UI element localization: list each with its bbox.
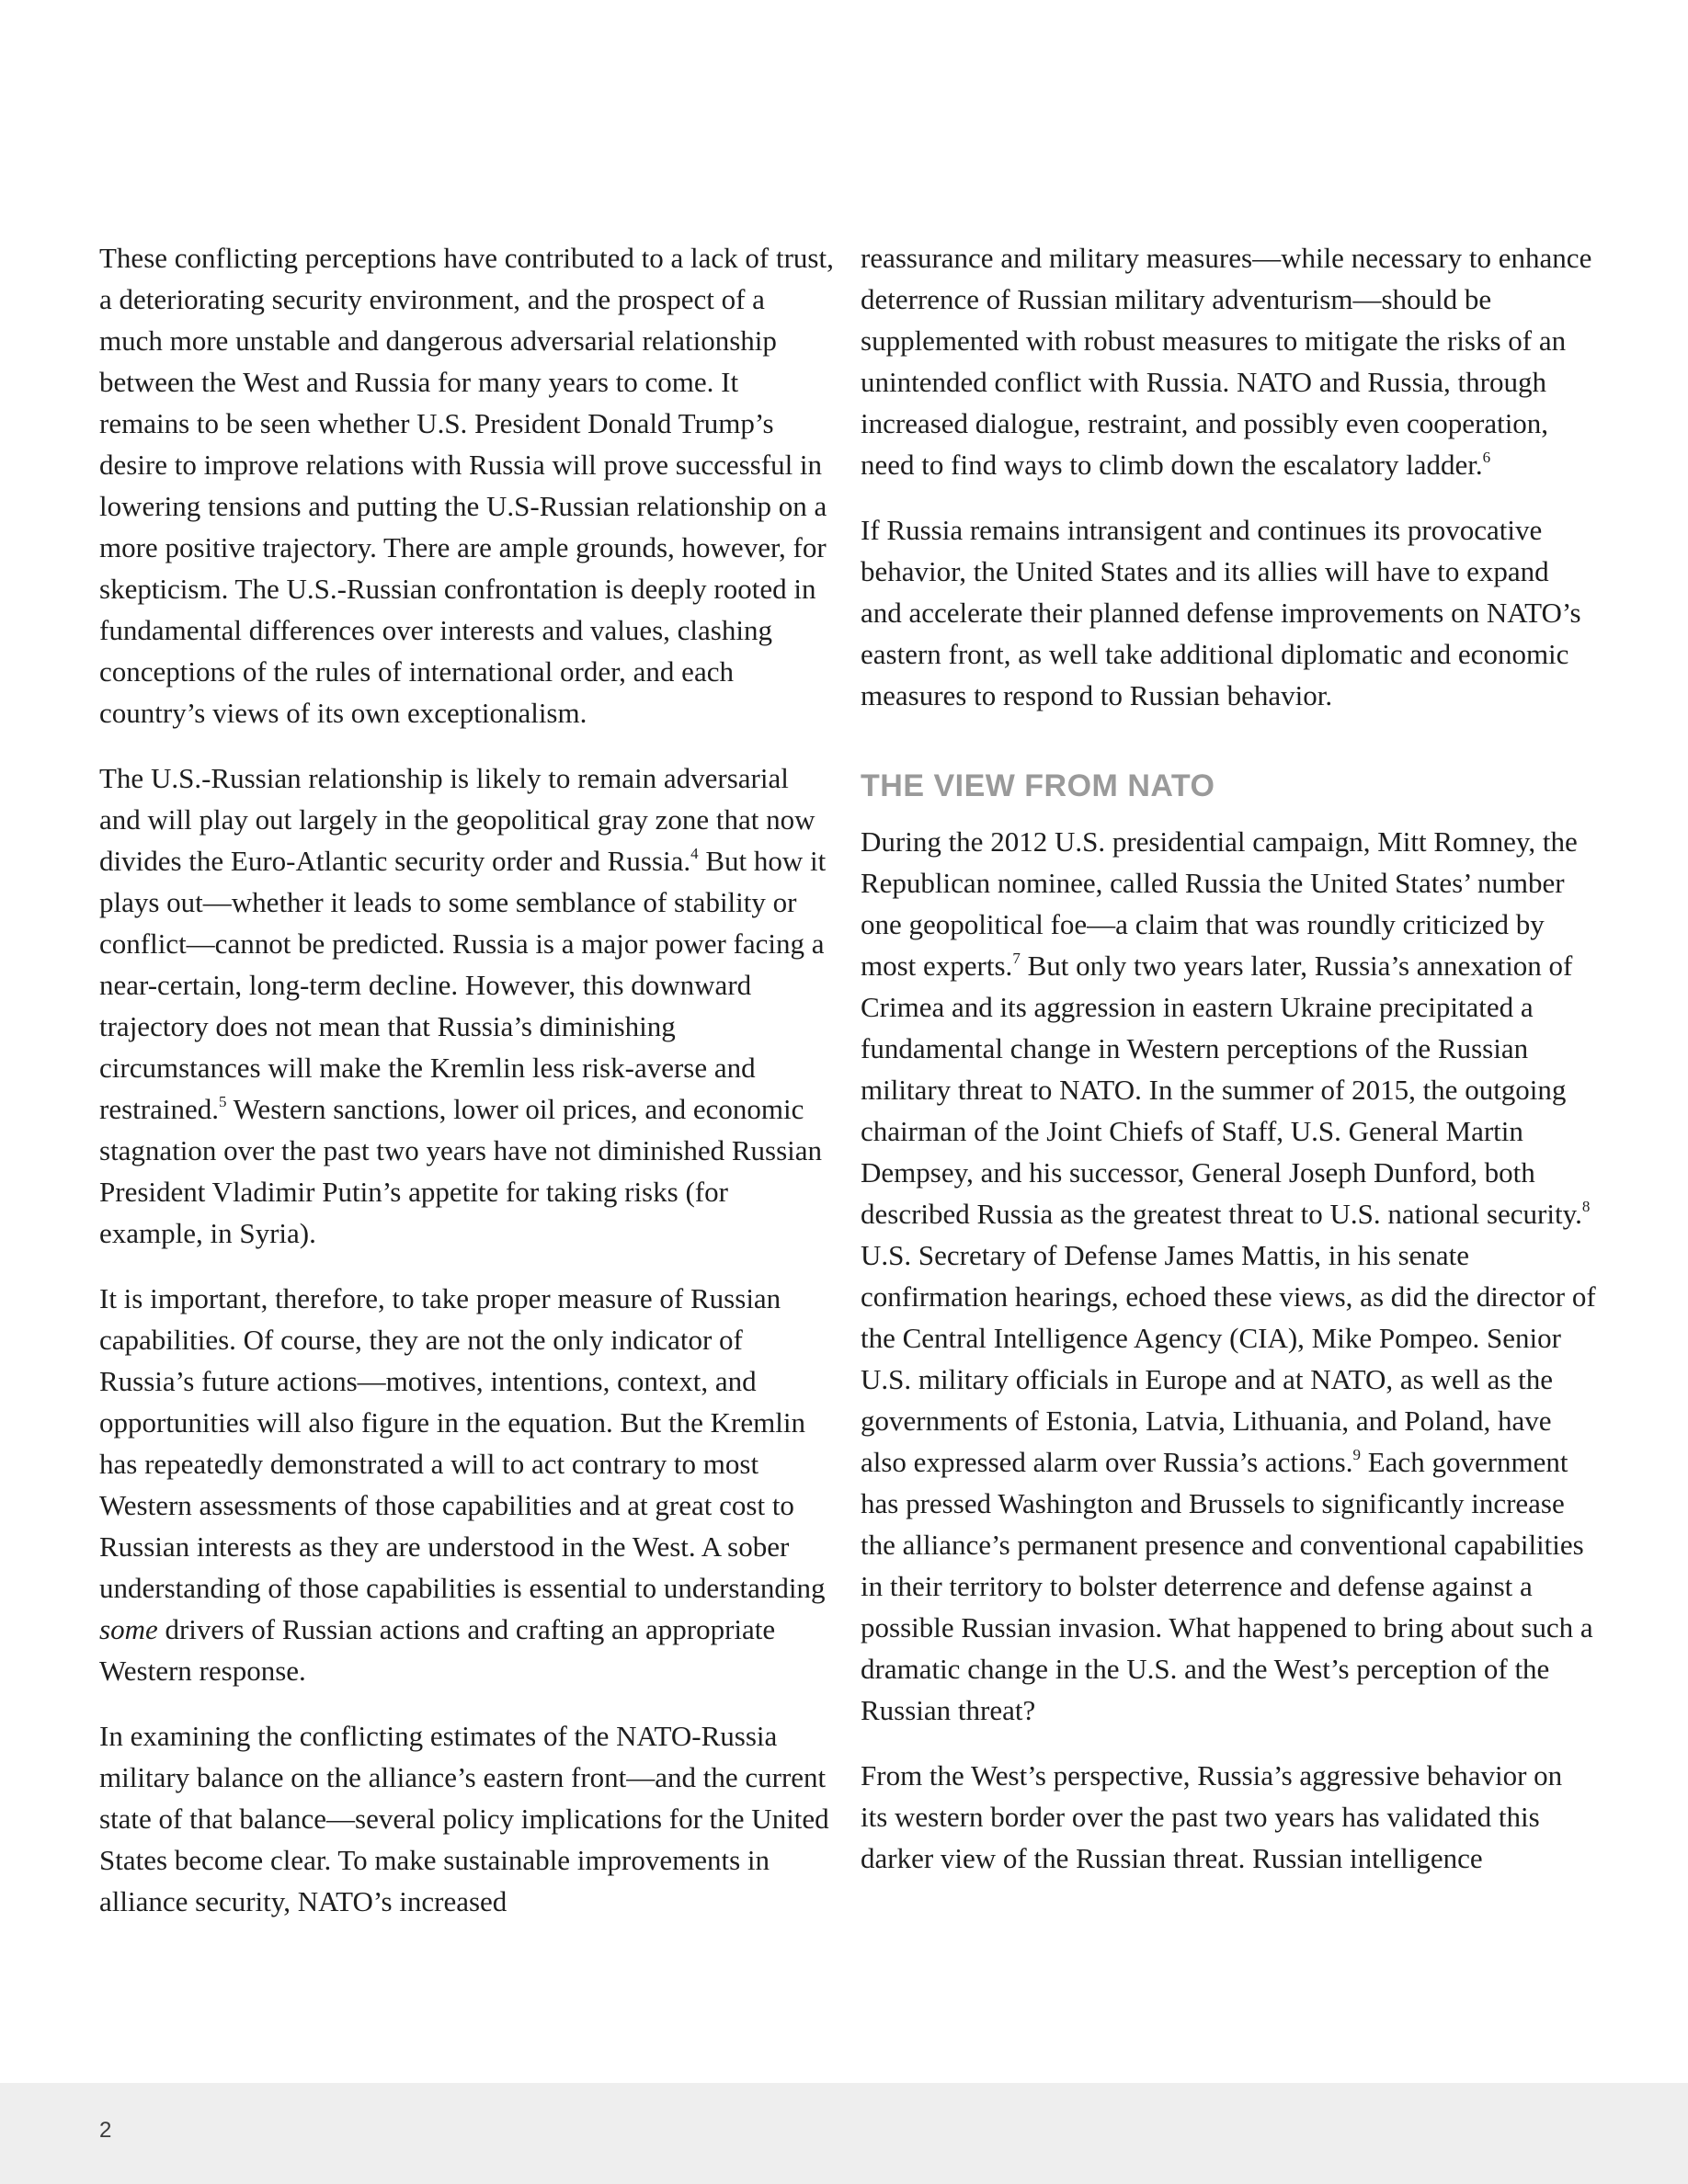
page-number: 2 <box>99 2118 112 2143</box>
footnote-marker[interactable]: 5 <box>218 1092 227 1110</box>
emphasis-text: some <box>99 1613 158 1645</box>
paragraph-text: But how it plays out—whether it leads to some semblance of stability or conflict—cannot be predicted. Russia is a major power facing a near-certain, long-term decline. However, this downward trajectory does not mean that Russia’s diminishing circumstances will make the Kremlin less risk-averse and restrained. <box>99 845 827 1125</box>
paragraph-text: It is important, therefore, to take proper measure of Russian capabilities. Of course, they are not the only indicator of Russia’s future actions—motives, intentions, context, and opportunities will also figure in the equation. But the Kremlin has repeatedly demonstrated a will to act contrary to most Western assessments of those capabilities and at great cost to Russian interests as they are understood in the West. A sober understanding of those capabilities is essential to understanding <box>99 1282 826 1604</box>
paragraph <box>861 509 1596 716</box>
paragraph <box>99 1278 835 1691</box>
footer-bar <box>0 2083 1688 2184</box>
paragraph-text: Each government has pressed Washington and Brussels to significantly increase the alliance’s permanent presence and conventional capabilities in their territory to bolster deterrence and defense against a possible Russian invasion. What happened to bring about such a dramatic change in the U.S. and the West’s perception of the Russian threat? <box>861 1446 1593 1726</box>
paragraph-text: The U.S.-Russian relationship is likely to remain adversarial and will play out largely in the geopolitical gray zone that now divides the Euro-Atlantic security order and Russia. <box>99 762 815 877</box>
left-column <box>99 237 835 1946</box>
paragraph-text: In examining the conflicting estimates of the NATO-Russia military balance on the alliance’s eastern front—and the current state of that balance—several policy implications for the United States become clear. To make sustainable improvements in alliance security, NATO’s increased <box>99 1720 829 1917</box>
paragraph-text: During the 2012 U.S. presidential campaign, Mitt Romney, the Republican nominee, called Russia the United States’ number one geopolitical foe—a claim that was roundly criticized by most experts. <box>861 825 1578 982</box>
paragraph <box>99 237 835 734</box>
paragraph <box>99 1715 835 1922</box>
footnote-marker[interactable]: 7 <box>1012 949 1021 967</box>
paragraph-text: Western sanctions, lower oil prices, and economic stagnation over the past two years have not diminished Russian President Vladimir Putin’s appetite for taking risks (for example, in Syria). <box>99 1093 823 1249</box>
paragraph <box>861 1755 1596 1879</box>
paragraph <box>861 237 1596 485</box>
paragraph <box>99 757 835 1254</box>
paragraph-text: From the West’s perspective, Russia’s aggressive behavior on its western border over the past two years has validated this darker view of the Russian threat. Russian intelligence <box>861 1759 1563 1874</box>
paragraph-text: If Russia remains intransigent and continues its provocative behavior, the United States and its allies will have to expand and accelerate their planned defense improvements on NATO’s eastern front, as well take additional diplomatic and economic measures to respond to Russian behavior. <box>861 514 1581 711</box>
paragraph-text: But only two years later, Russia’s annexation of Crimea and its aggression in eastern Ukraine precipitated a fundamental change in Western perceptions of the Russian military threat to NATO. In the summer of 2015, the outgoing chairman of the Joint Chiefs of Staff, U.S. General Martin Dempsey, and his successor, General Joseph Dunford, both described Russia as the greatest threat to U.S. national security. <box>861 950 1582 1230</box>
right-column <box>861 237 1596 1903</box>
paragraph-text: These conflicting perceptions have contributed to a lack of trust, a deteriorating security environment, and the prospect of a much more unstable and dangerous adversarial relationship between the West and Russia for many years to come. It remains to be seen whether U.S. President Donald Trump’s desire to improve relations with Russia will prove successful in lowering tensions and putting the U.S-Russian relationship on a more positive trajectory. There are ample grounds, however, for skepticism. The U.S.-Russian confrontation is deeply rooted in fundamental differences over interests and values, clashing conceptions of the rules of international order, and each country’s views of its own exceptionalism. <box>99 242 834 729</box>
paragraph-text: drivers of Russian actions and crafting an appropriate Western response. <box>99 1613 776 1687</box>
footnote-marker[interactable]: 6 <box>1482 448 1491 466</box>
footnote-marker[interactable]: 9 <box>1352 1445 1361 1463</box>
footnote-marker[interactable]: 4 <box>690 844 699 862</box>
footnote-marker[interactable]: 8 <box>1581 1197 1591 1215</box>
paragraph-text: U.S. Secretary of Defense James Mattis, in his senate confirmation hearings, echoed these views, as did the director of the Central Intelligence Agency (CIA), Mike Pompeo. Senior U.S. military officials in Europe and at NATO, as well as the governments of Estonia, Latvia, Lithuania, and Poland, have also expressed alarm over Russia’s actions. <box>861 1239 1596 1478</box>
paragraph-text: reassurance and military measures—while necessary to enhance deterrence of Russian military adventurism—should be supplemented with robust measures to mitigate the risks of an unintended conflict with Russia. NATO and Russia, through increased dialogue, restraint, and possibly even cooperation, need to find ways to climb down the escalatory ladder. <box>861 242 1592 481</box>
section-heading: THE VIEW FROM NATO <box>861 768 1215 803</box>
paragraph <box>861 821 1596 1731</box>
